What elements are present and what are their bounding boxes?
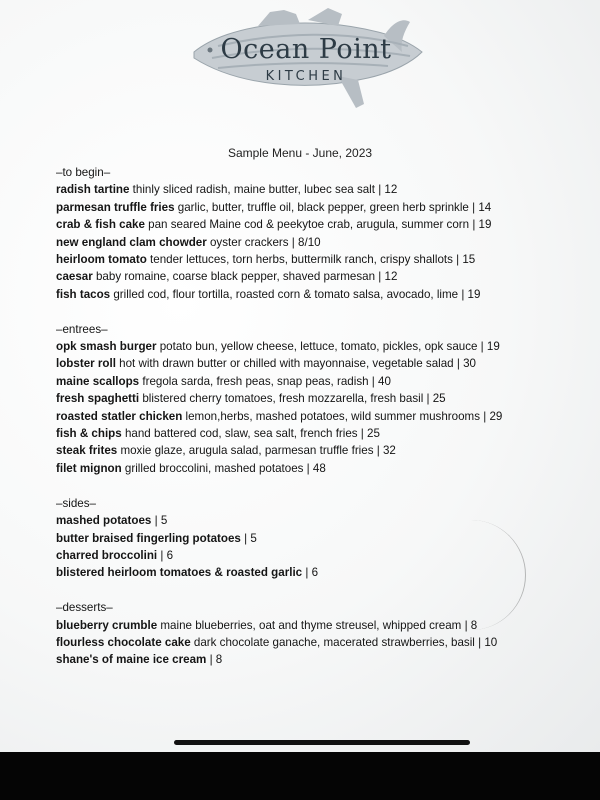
item-desc: | 6 xyxy=(302,566,319,580)
item-name: heirloom tomato xyxy=(56,253,147,267)
menu-item xyxy=(56,390,596,407)
item-name: crab & fish cake xyxy=(56,218,145,232)
item-desc: lemon,herbs, mashed potatoes, wild summer mushrooms | 29 xyxy=(182,409,503,423)
menu-item xyxy=(56,286,596,303)
item-name: maine scallops xyxy=(56,374,140,388)
menu-title: Sample Menu - June, 2023 xyxy=(227,146,373,160)
logo xyxy=(188,6,424,110)
item-name: caesar xyxy=(56,270,93,284)
item-desc: moxie glaze, arugula salad, parmesan truffle fries | 32 xyxy=(117,444,396,458)
menu-item xyxy=(56,408,596,425)
menu-item xyxy=(56,355,596,372)
item-desc: oyster crackers | 8/10 xyxy=(206,235,321,249)
menu-item xyxy=(56,268,596,285)
item-desc: pan seared Maine cod & peekytoe crab, arugula, summer corn | 19 xyxy=(144,218,492,232)
item-name: lobster roll xyxy=(56,357,116,371)
menu-item xyxy=(56,460,596,477)
menu-item xyxy=(56,634,596,651)
item-name: flourless chocolate cake xyxy=(56,635,191,649)
menu-item xyxy=(56,547,596,564)
menu-item xyxy=(56,216,596,233)
item-desc: grilled broccolini, mashed potatoes | 48 xyxy=(121,461,326,475)
menu-item xyxy=(56,442,596,459)
home-indicator[interactable] xyxy=(174,740,470,745)
device-bezel xyxy=(0,752,600,800)
menu-item xyxy=(56,425,596,442)
brand-subtitle: KITCHEN xyxy=(265,69,347,84)
item-name: parmesan truffle fries xyxy=(56,200,175,214)
menu-item xyxy=(56,234,596,251)
item-desc: hot with drawn butter or chilled with mayonnaise, vegetable salad | 30 xyxy=(115,357,476,371)
item-name: roasted statler chicken xyxy=(56,409,183,423)
item-desc: tender lettuces, torn herbs, buttermilk ranch, crispy shallots | 15 xyxy=(146,253,476,267)
menu-item xyxy=(56,338,596,355)
item-desc: fregola sarda, fresh peas, snap peas, radish | 40 xyxy=(139,374,391,388)
item-desc: blistered cherry tomatoes, fresh mozzarella, fresh basil | 25 xyxy=(139,392,446,406)
menu-item xyxy=(56,181,596,198)
item-desc: | 8 xyxy=(206,653,223,667)
menu-item xyxy=(56,251,596,268)
item-name: fresh spaghetti xyxy=(56,392,140,406)
menu-body xyxy=(56,164,596,669)
menu-item xyxy=(56,651,596,668)
item-name: shane's of maine ice cream xyxy=(56,653,207,667)
item-desc: | 5 xyxy=(151,514,168,528)
menu-item xyxy=(56,512,596,529)
item-name: steak frites xyxy=(56,444,118,458)
menu-item xyxy=(56,373,596,390)
item-desc: maine blueberries, oat and thyme streusel, whipped cream | 8 xyxy=(157,618,478,632)
section-header-to-begin: –to begin– xyxy=(56,166,111,179)
item-name: filet mignon xyxy=(56,461,122,475)
item-desc: thinly sliced radish, maine butter, lubec sea salt | 12 xyxy=(129,183,398,197)
item-desc: hand battered cod, slaw, sea salt, french fries | 25 xyxy=(121,427,380,441)
brand-name: Ocean Point xyxy=(220,34,392,65)
item-name: blueberry crumble xyxy=(56,618,158,632)
item-name: fish tacos xyxy=(56,287,111,301)
section-gap xyxy=(56,582,596,599)
item-desc: grilled cod, flour tortilla, roasted corn & tomato salsa, avocado, lime | 19 xyxy=(110,287,481,301)
item-name: blistered heirloom tomatoes & roasted garlic xyxy=(56,566,303,580)
section-header-desserts: –desserts– xyxy=(56,601,113,615)
item-desc: baby romaine, coarse black pepper, shaved parmesan | 12 xyxy=(92,270,398,284)
item-desc: garlic, butter, truffle oil, black pepper, green herb sprinkle | 14 xyxy=(174,200,492,214)
item-desc: | 6 xyxy=(157,548,174,562)
item-desc: dark chocolate ganache, macerated strawberries, basil | 10 xyxy=(190,635,498,649)
item-name: fish & chips xyxy=(56,427,122,441)
item-name: opk smash burger xyxy=(56,340,157,354)
section-header-sides: –sides– xyxy=(56,496,96,510)
item-name: mashed potatoes xyxy=(56,514,152,528)
section-header-entrees: –entrees– xyxy=(56,322,108,336)
menu-item xyxy=(56,199,596,216)
menu-item xyxy=(56,617,596,634)
item-name: radish tartine xyxy=(56,183,130,197)
item-desc: | 5 xyxy=(240,531,257,545)
item-desc: potato bun, yellow cheese, lettuce, tomato, pickles, opk sauce | 19 xyxy=(156,340,500,354)
section-gap xyxy=(56,477,596,494)
menu-item xyxy=(56,564,596,581)
item-name: charred broccolini xyxy=(56,548,158,562)
item-name: butter braised fingerling potatoes xyxy=(56,531,241,545)
section-gap xyxy=(56,303,596,320)
item-name: new england clam chowder xyxy=(56,235,207,249)
menu-item xyxy=(56,530,596,547)
